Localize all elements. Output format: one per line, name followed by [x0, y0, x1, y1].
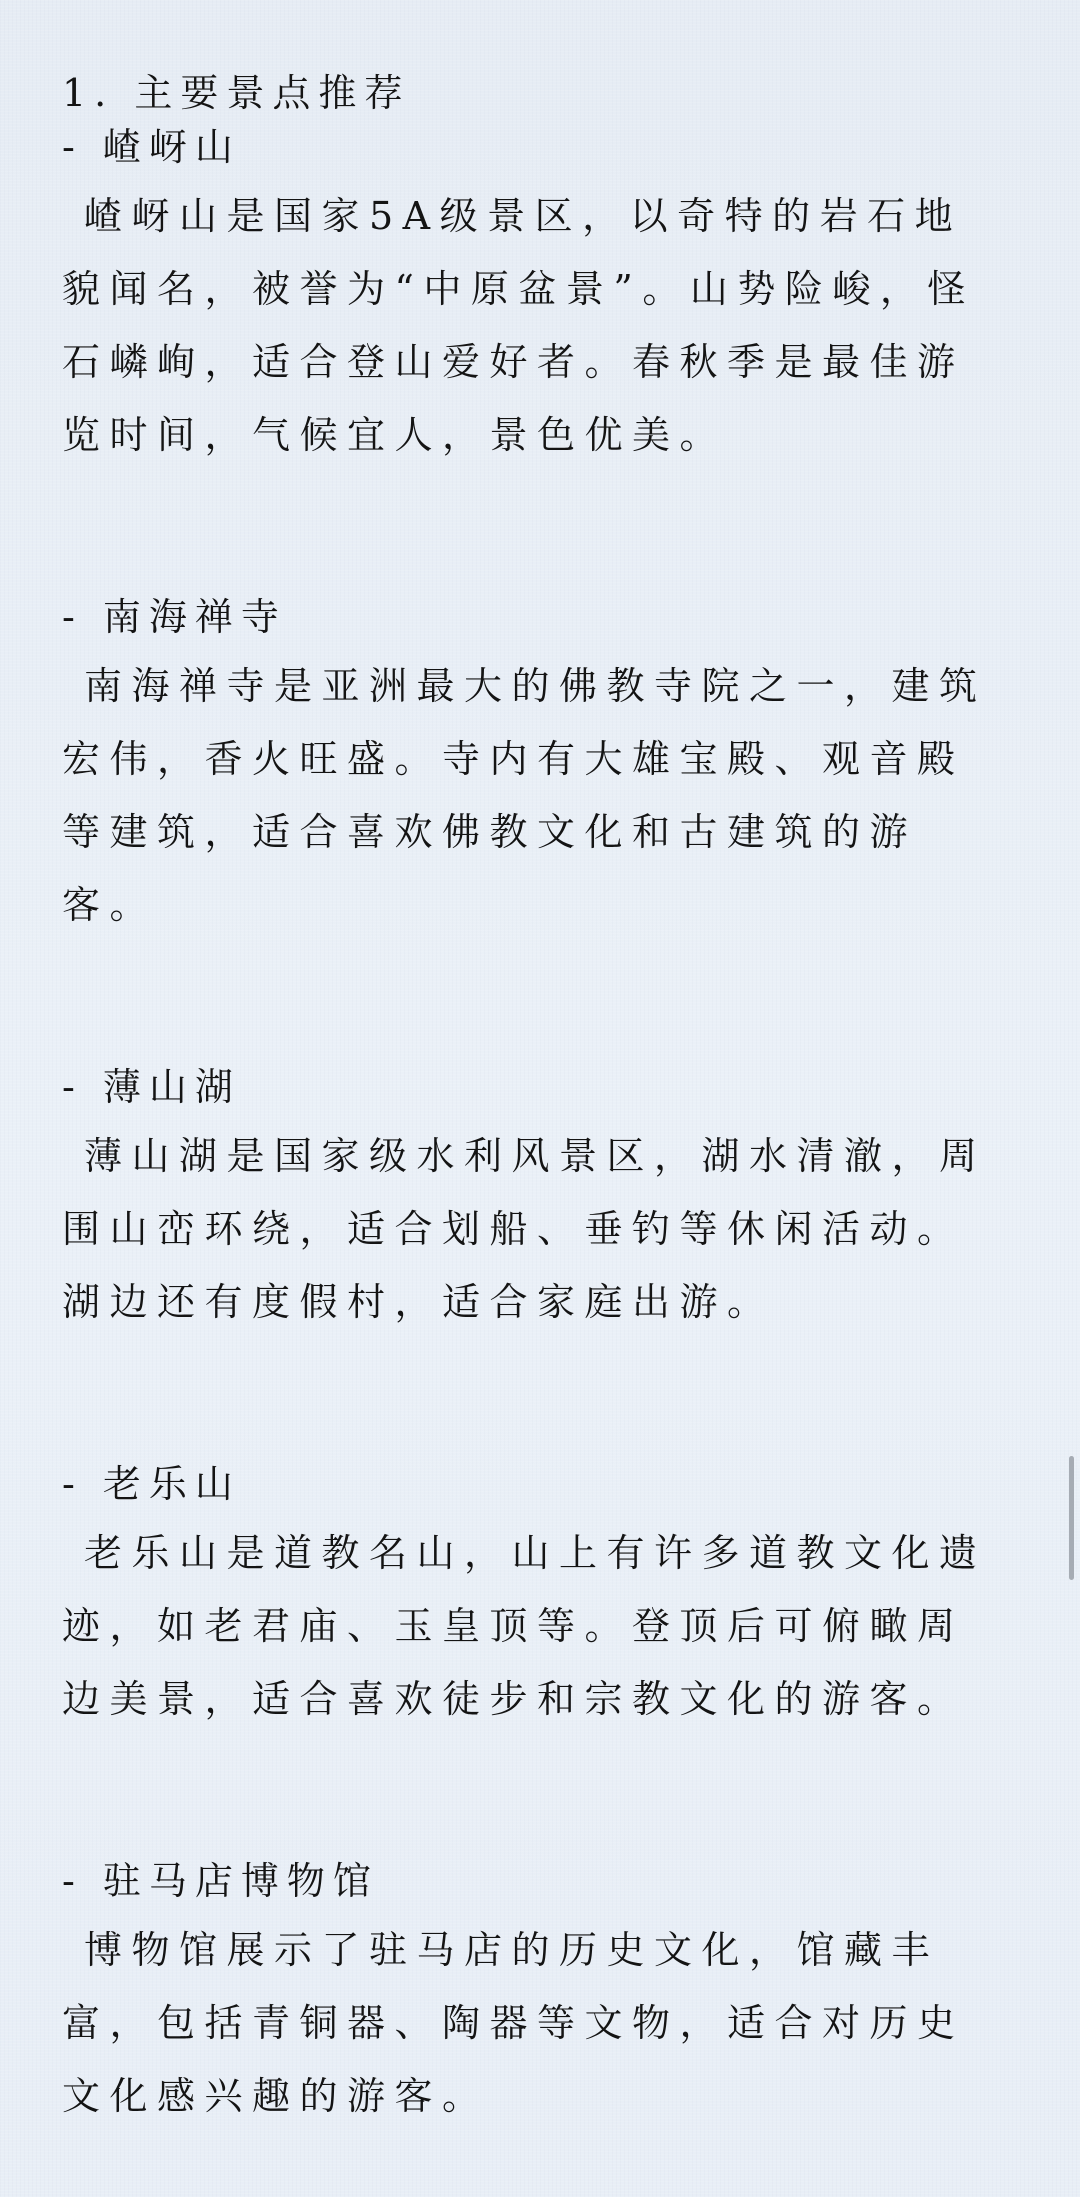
attraction-section: [62, 1854, 1002, 2133]
attraction-title: - 驻马店博物馆: [62, 1859, 379, 1903]
vertical-scrollbar[interactable]: [1069, 1456, 1074, 1580]
attraction-description: 嵖岈山是国家5A级景区，以奇特的岩石地貌闻名，被誉为“中原盆景”。山势险峻，怪石嶙峋，适合登山爱好者。春秋季是最佳游览时间，气候宜人，景色优美。: [62, 194, 975, 457]
attraction-description: 薄山湖是国家级水利风景区，湖水清澈，周围山峦环绕，适合划船、垂钓等休闲活动。湖边还有度假村，适合家庭出游。: [62, 1134, 987, 1324]
attraction-title: - 嵖岈山: [62, 125, 241, 169]
note-content: [62, 66, 1002, 2133]
attraction-description: 博物馆展示了驻马店的历史文化，馆藏丰富，包括青铜器、陶器等文物，适合对历史文化感兴趣的游客。: [62, 1928, 965, 2118]
section-spacer: [62, 1339, 1002, 1457]
section-spacer: [62, 1736, 1002, 1854]
attraction-title: - 薄山湖: [62, 1065, 241, 1109]
attraction-title: - 老乐山: [62, 1462, 241, 1506]
note-heading: 1. 主要景点推荐: [62, 71, 411, 115]
section-spacer: [62, 472, 1002, 590]
attraction-description: 老乐山是道教名山，山上有许多道教文化遗迹，如老君庙、玉皇顶等。登顶后可俯瞰周边美景，适合喜欢徒步和宗教文化的游客。: [62, 1531, 987, 1721]
attraction-section: [62, 1457, 1002, 1736]
attraction-description: 南海禅寺是亚洲最大的佛教寺院之一，建筑宏伟，香火旺盛。寺内有大雄宝殿、观音殿等建筑，适合喜欢佛教文化和古建筑的游客。: [62, 664, 987, 927]
attraction-section: [62, 120, 1002, 472]
attraction-section: [62, 1060, 1002, 1339]
attraction-title: - 南海禅寺: [62, 595, 287, 639]
attraction-section: [62, 590, 1002, 942]
section-spacer: [62, 942, 1002, 1060]
